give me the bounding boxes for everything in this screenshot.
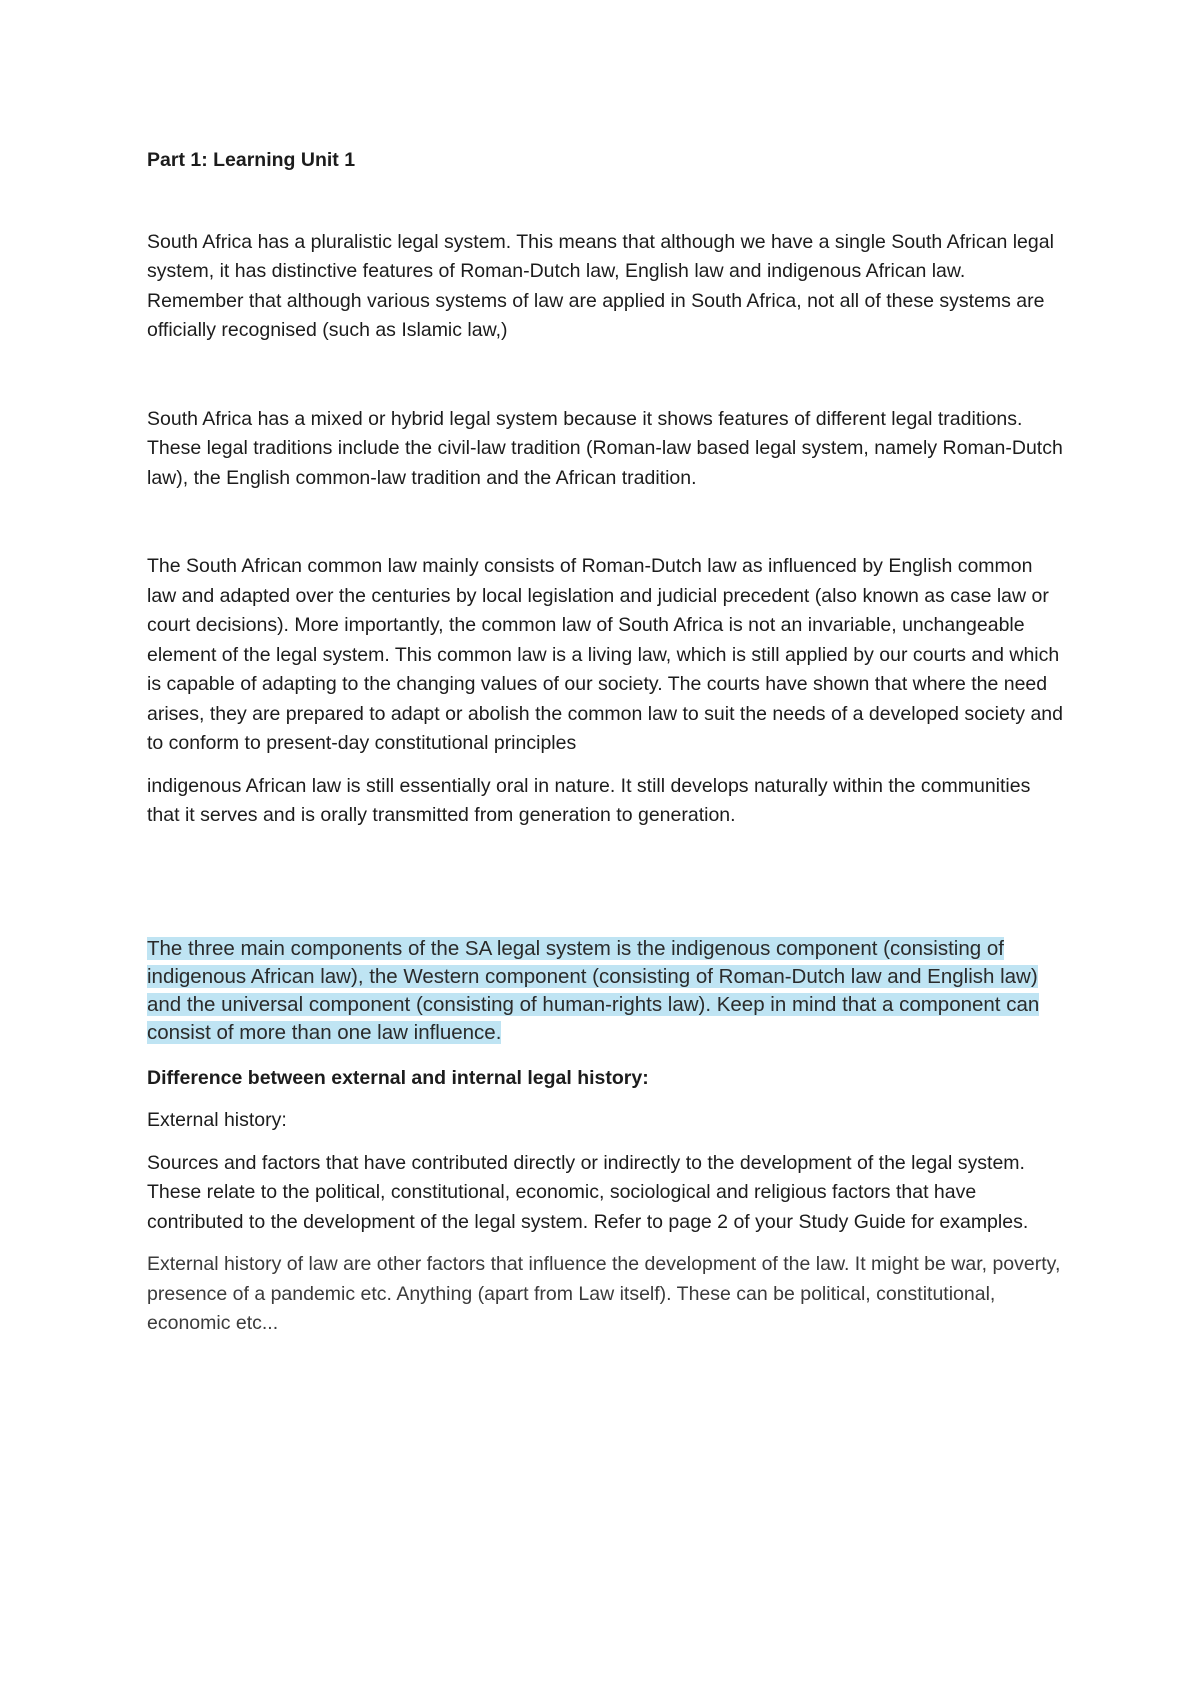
section-heading-difference: Difference between external and internal legal history: [147, 1066, 649, 1089]
paragraph-hybrid: South Africa has a mixed or hybrid legal system because it shows features of different legal traditions. These legal traditions include the civil-law tradition (Roman-law based legal system, namely Roman-Dutch law), the English common-law tradition and the African tradition. [147, 407, 1063, 489]
paragraph-external-definition: Sources and factors that have contributed directly or indirectly to the development of the legal system. These relate to the political, constitutional, economic, sociological and religious factors that have contributed to the development of the legal system. Refer to page 2 of your Study Guide for examples. [147, 1151, 1029, 1233]
external-history-label: External history: [147, 1109, 287, 1131]
paragraph-common-law: The South African common law mainly consists of Roman-Dutch law as influenced by English common law and adapted over the centuries by local legislation and judicial precedent (also known as case law or court decisions). More importantly, the common law of South Africa is not an invariable, unchangeable element of the legal system. This common law is a living law, which is still applied by our courts and which is capable of adapting to the changing values of our society. The courts have shown that where the need arises, they are prepared to adapt or abolish the common law to suit the needs of a developed society and to conform to present-day constitutional principles [147, 555, 1063, 754]
highlighted-paragraph [147, 935, 1057, 1047]
paragraph-indigenous: indigenous African law is still essentially oral in nature. It still develops naturally within the communities that it serves and is orally transmitted from generation to generation. [147, 774, 1031, 826]
paragraph-pluralistic: South Africa has a pluralistic legal system. This means that although we have a single South African legal system, it has distinctive features of Roman-Dutch law, English law and indigenous African law. Remember that although various systems of law are applied in South Africa, not all of these systems are officially recognised (such as Islamic law,) [147, 230, 1054, 341]
highlighted-text: The three main components of the SA legal system is the indigenous component (consisting of indigenous African law), the Western component (consisting of Roman-Dutch law and English law) and the universal component (consisting of human-rights law). Keep in mind that a component can consist of more than one law influence. [147, 936, 1040, 1044]
paragraph-external-note: External history of law are other factors that influence the development of the law. It might be war, poverty, presence of a pandemic etc. Anything (apart from Law itself). These can be political, constitutional, economic etc... [147, 1253, 1061, 1334]
document-body [147, 146, 1067, 1339]
page-title: Part 1: Learning Unit 1 [147, 149, 356, 171]
